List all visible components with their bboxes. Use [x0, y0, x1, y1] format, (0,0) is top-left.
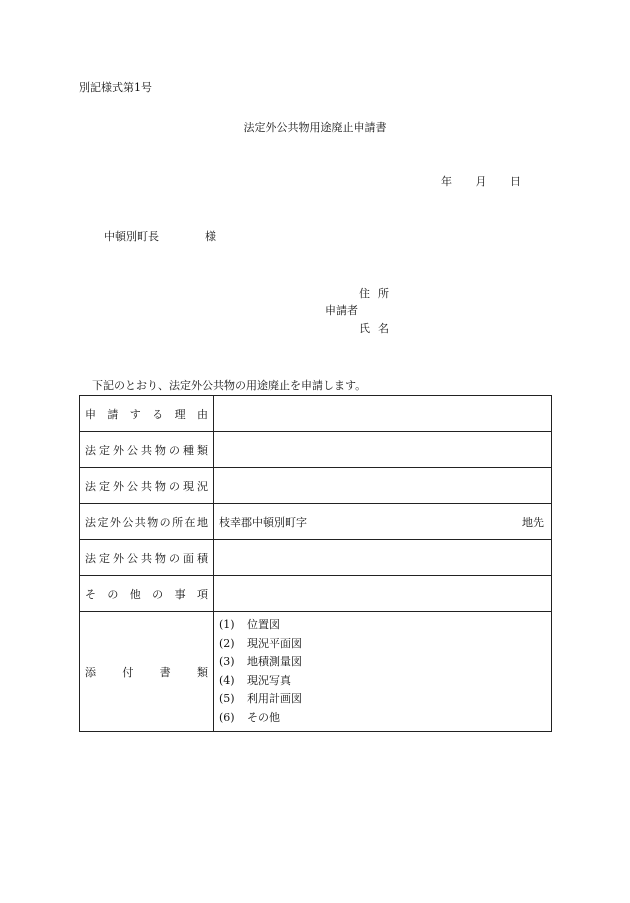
list-item — [219, 616, 546, 635]
row-label-char: 由 — [196, 407, 208, 421]
attachment-text: 位置図 — [247, 618, 280, 631]
attachments-label-char: 付 — [122, 665, 134, 679]
row-label-char: 現 — [183, 479, 194, 493]
row-label-char: 法 — [85, 479, 96, 493]
row-label-char: の — [152, 587, 164, 601]
addressee-name: 中頓別町長 — [104, 230, 159, 243]
table-row — [80, 504, 552, 540]
row-label — [80, 396, 214, 432]
row-label-char: 積 — [197, 551, 208, 565]
list-item — [219, 690, 546, 709]
row-label-char: 公 — [127, 479, 138, 493]
attachments-list-cell — [214, 612, 552, 732]
row-label-char: 地 — [196, 515, 208, 529]
row-value-field[interactable] — [214, 504, 552, 540]
row-value-field[interactable] — [214, 396, 552, 432]
row-label-char: 申 — [85, 407, 96, 421]
row-label-char: 類 — [197, 443, 208, 457]
row-label-char: 他 — [129, 587, 141, 601]
row-label-char: の — [169, 551, 180, 565]
list-item — [219, 653, 546, 672]
row-label-char: 外 — [113, 479, 124, 493]
addressee-honorific: 様 — [205, 230, 216, 243]
attachment-number: (4) — [219, 673, 235, 687]
address-label: 住所 — [359, 287, 397, 300]
row-value-field[interactable] — [214, 432, 552, 468]
list-item — [219, 635, 546, 654]
attachment-text: 現況写真 — [247, 673, 291, 687]
attachment-number: (2) — [219, 636, 235, 650]
document-title: 法定外公共物用途廃止申請書 — [243, 121, 387, 134]
row-value-suffix: 地先 — [522, 515, 544, 529]
row-label-char: 公 — [122, 515, 134, 529]
row-label-char: 物 — [155, 443, 166, 457]
attachments-list — [219, 616, 546, 727]
attachments-label-char: 添 — [85, 665, 96, 679]
table-row — [80, 432, 552, 468]
row-value-field[interactable] — [214, 540, 552, 576]
attachments-label-char: 書 — [159, 665, 171, 679]
row-label-char: 共 — [134, 515, 146, 529]
row-label-char: 定 — [99, 443, 110, 457]
row-label-char: 法 — [85, 443, 96, 457]
attachments-label — [80, 612, 214, 732]
row-label-char: 法 — [85, 515, 96, 529]
attachments-row — [80, 612, 552, 732]
row-label-char: 所 — [172, 515, 184, 529]
row-label-char: 共 — [141, 479, 152, 493]
application-table — [79, 395, 552, 732]
row-label-char: 定 — [97, 515, 109, 529]
attachment-text: 地積測量図 — [247, 655, 302, 668]
row-label-char: 定 — [99, 551, 110, 565]
attachment-text: その他 — [247, 710, 280, 724]
row-label-char: 物 — [155, 479, 166, 493]
row-label-char: の — [169, 443, 180, 457]
table-row — [80, 540, 552, 576]
row-label-char: 法 — [85, 551, 96, 565]
applicant-label: 申請者 — [325, 304, 358, 317]
row-label-char: 外 — [109, 515, 121, 529]
attachment-text: 現況平面図 — [247, 636, 302, 650]
row-label-char: る — [152, 407, 164, 421]
date-line: 年 月 日 — [441, 175, 521, 188]
row-label-char: 共 — [141, 443, 152, 457]
row-label-char: 項 — [196, 587, 208, 601]
row-label-char: 外 — [113, 443, 124, 457]
row-value-field[interactable] — [214, 576, 552, 612]
attachment-number: (1) — [219, 618, 235, 631]
table-row — [80, 396, 552, 432]
table-row — [80, 468, 552, 504]
row-label — [80, 540, 214, 576]
form-number: 別記様式第1号 — [79, 81, 152, 94]
row-value-field[interactable] — [214, 468, 552, 504]
attachments-label-char: 類 — [196, 665, 208, 679]
name-label: 氏名 — [359, 322, 397, 335]
table-row — [80, 576, 552, 612]
row-label-char: 物 — [155, 551, 166, 565]
row-label — [80, 504, 214, 540]
row-label-char: 事 — [174, 587, 186, 601]
row-label-char: 共 — [141, 551, 152, 565]
row-label-char: 公 — [127, 551, 138, 565]
row-label-char: 況 — [197, 479, 208, 493]
row-label-char: 公 — [127, 443, 138, 457]
addressee — [104, 230, 216, 244]
row-label — [80, 468, 214, 504]
row-label-char: の — [169, 479, 180, 493]
row-label-char: す — [129, 407, 141, 421]
row-label — [80, 432, 214, 468]
intro-text: 下記のとおり、法定外公共物の用途廃止を申請します。 — [92, 379, 367, 392]
attachment-number: (3) — [219, 655, 235, 668]
row-label-char: 定 — [99, 479, 110, 493]
row-label-char: の — [159, 515, 171, 529]
row-label-char: 種 — [183, 443, 194, 457]
row-value: 枝幸郡中頓別町字 — [219, 515, 307, 529]
row-label-char: 面 — [183, 551, 194, 565]
row-label-char: 理 — [174, 407, 186, 421]
row-label-char: の — [107, 587, 119, 601]
row-label-char: 物 — [147, 515, 159, 529]
attachment-text: 利用計画図 — [247, 692, 302, 705]
row-label — [80, 576, 214, 612]
attachment-number: (5) — [219, 692, 235, 705]
attachment-number: (6) — [219, 710, 235, 724]
list-item — [219, 672, 546, 691]
row-label-char: 外 — [113, 551, 124, 565]
row-label-char: そ — [85, 587, 96, 601]
list-item — [219, 709, 546, 728]
row-label-char: 在 — [184, 515, 196, 529]
row-label-char: 請 — [107, 407, 119, 421]
